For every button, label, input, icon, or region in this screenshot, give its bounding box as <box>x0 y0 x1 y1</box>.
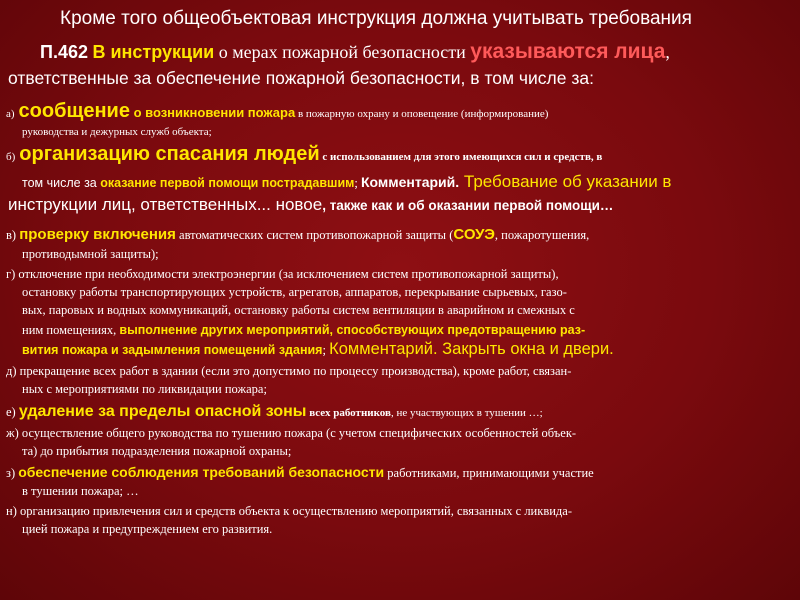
slide-title: Кроме того общеобъектовая инструкция должна учитывать требования <box>60 8 692 29</box>
item-z-prefix: з) <box>6 466 19 480</box>
intro-text-1: о мерах пожарной безопасности <box>214 42 471 62</box>
intro-comma: , <box>665 42 670 62</box>
item-v-heading: проверку включения <box>19 226 176 243</box>
item-z-text: работниками, принимающими участие <box>384 466 594 480</box>
item-g-line-1: г) отключение при необходимости электроэнергии (за исключением систем противопожарной защиты), <box>6 267 559 281</box>
item-b-text-2: том числе за <box>22 176 101 190</box>
item-zh-line-1: ж) осуществление общего руководства по тушению пожара (с учетом специфических особенностей объек- <box>6 426 577 440</box>
intro-emphasis-1: В инструкции <box>92 42 215 62</box>
item-b-heading: организацию спасания людей <box>19 143 320 165</box>
item-v-line-1 <box>6 226 589 244</box>
item-b-sep: ; <box>354 176 361 190</box>
item-z-heading: обеспечение соблюдения требований безопасности <box>18 464 385 480</box>
item-n-line-1: н) организацию привлечения сил и средств объекта к осуществлению мероприятий, связанных с ликвида- <box>6 504 572 518</box>
item-e-line-1 <box>6 403 543 421</box>
item-e-text: , не участвующих в тушении …; <box>390 407 543 419</box>
item-v-soue: СОУЭ <box>453 226 495 243</box>
intro-line-2: ответственные за обеспечение пожарной безопасности, в том числе за: <box>8 68 594 88</box>
item-g-line-5 <box>22 340 614 359</box>
item-a-heading: сообщение <box>18 100 130 122</box>
item-g-line-3: вых, паровых и водных коммуникаций, остановку работы систем вентиляции в аварийном и смежных с <box>22 303 575 317</box>
item-b-comment-3: , также как и об оказании первой помощи… <box>322 198 614 213</box>
item-v-prefix: в) <box>6 228 20 242</box>
item-v-line-2: противодымной защиты); <box>22 247 159 261</box>
item-n-line-2: цией пожара и предупреждением его развития. <box>22 522 273 536</box>
item-zh-line-2: та) до прибытия подразделения пожарной охраны; <box>22 444 292 458</box>
item-v-text-2: , пожаротушения, <box>494 228 590 242</box>
item-d-line-2: ных с мероприятиями по ликвидации пожара; <box>22 382 267 396</box>
item-b-emphasis: оказание первой помощи пострадавшим <box>100 176 355 190</box>
item-z-line-1 <box>6 464 594 482</box>
item-g-line-2: остановку работы транспортирующих устройств, агрегатов, аппаратов, перекрывание сырьевых, газо- <box>22 285 567 299</box>
item-a-text: в пожарную охрану и оповещение (информирование) <box>295 108 549 120</box>
item-z-line-2: в тушении пожара; … <box>22 484 139 498</box>
item-g-comment: Комментарий. Закрыть окна и двери. <box>329 340 614 358</box>
item-b-prefix: б) <box>6 151 16 163</box>
item-a-line-1 <box>6 100 548 123</box>
item-a-prefix: а) <box>6 108 15 120</box>
item-e-emphasis: всех работников <box>306 407 391 419</box>
item-e-prefix: е) <box>6 405 19 419</box>
clause-number: П.462 <box>40 42 88 62</box>
item-d-line-1: д) прекращение всех работ в здании (если это допустимо по процессу производства), кроме работ, связан- <box>6 364 572 378</box>
item-g-emphasis-2: вития пожара и задымления помещений здания <box>22 343 323 357</box>
item-b-comment-label: Комментарий. <box>361 174 460 190</box>
item-b-comment-2: инструкции лиц, ответственных... новое <box>8 195 323 214</box>
item-b-line-1 <box>6 143 602 166</box>
item-g-sep: ; <box>322 343 330 357</box>
item-b-line-3 <box>8 195 613 215</box>
item-a-emphasis: о возникновении пожара <box>129 105 296 120</box>
item-g-line-4 <box>22 321 585 339</box>
item-a-line-2: руководства и дежурных служб объекта; <box>22 126 212 138</box>
item-b-comment: Требование об указании в <box>459 172 672 191</box>
intro-emphasis-2: указываются лица <box>470 40 666 63</box>
item-b-line-2 <box>22 172 671 192</box>
item-g-emphasis: выполнение других мероприятий, способствующих предотвращению раз- <box>119 323 586 337</box>
item-b-text: с использованием для этого имеющихся сил и средств, в <box>319 151 603 163</box>
item-g-text-4: ним помещениях, <box>22 323 120 337</box>
intro-line-1 <box>40 40 670 64</box>
item-e-heading: удаление за пределы опасной зоны <box>18 403 307 420</box>
item-v-text: автоматических систем противопожарной защиты ( <box>175 228 454 242</box>
